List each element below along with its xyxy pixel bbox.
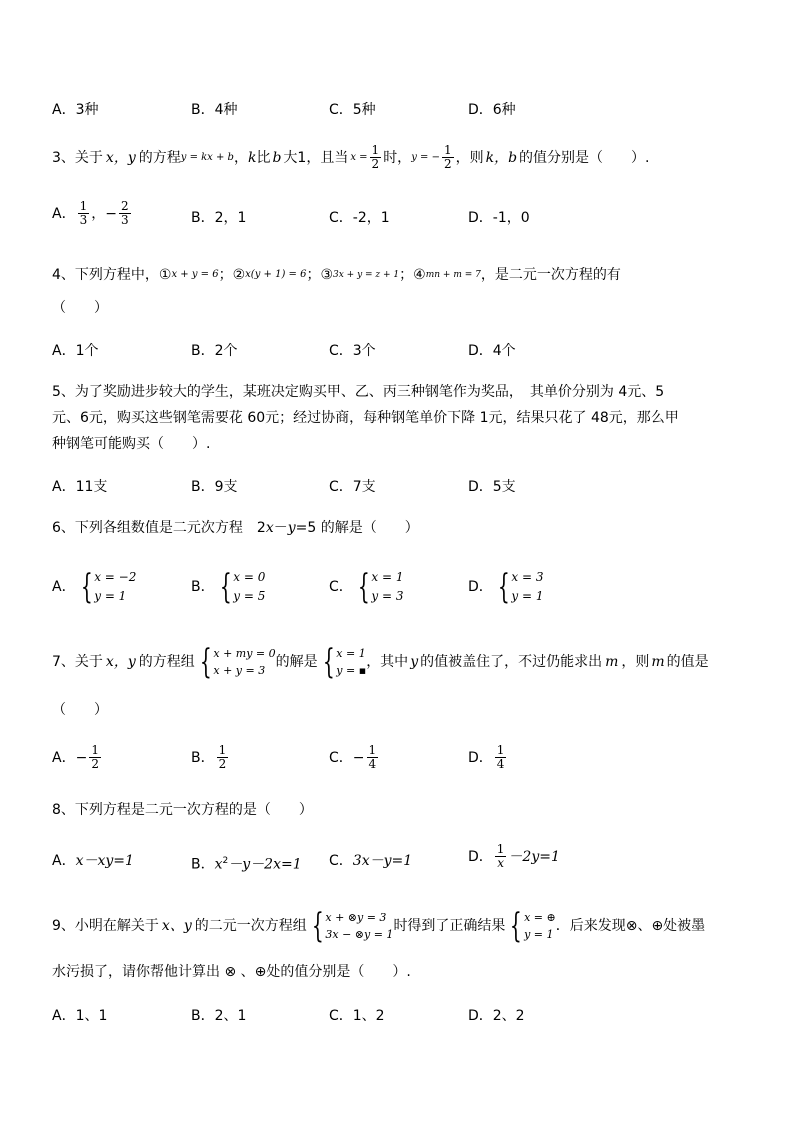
q6-text: 6、下列各组数值是二元次方程 2 (52, 520, 266, 536)
numerator: 1 (496, 743, 505, 757)
option-label: D． (468, 749, 493, 766)
q3-kb: k，b (485, 149, 518, 166)
separator: ，− (91, 205, 117, 222)
q7-stem (52, 642, 709, 682)
numerator: 1 (496, 842, 505, 856)
q6-stem (52, 518, 419, 538)
option-label: C． (329, 579, 353, 595)
q6-d-system (493, 568, 544, 606)
exponent: 2 (222, 856, 229, 866)
fraction (495, 744, 507, 771)
q3-text: 大1，且当 (283, 149, 349, 166)
q7-option-d (468, 744, 508, 771)
q6-y: y (287, 520, 296, 536)
q3-x-eq: x = (350, 151, 368, 163)
option-label: D． (468, 579, 493, 595)
numerator: 2 (120, 199, 129, 213)
q3-a-fraction-2 (119, 200, 131, 227)
denominator: 2 (91, 757, 99, 771)
q6-option-a (52, 568, 136, 606)
q3-option-b: B．2，1 (191, 210, 247, 226)
q3-b: b (272, 149, 282, 166)
denominator: 2 (218, 757, 227, 771)
row: y = 1 (524, 928, 554, 941)
left-brace: { (219, 567, 232, 607)
left-brace: { (199, 642, 212, 682)
row: 3x − ⊗y = 1 (325, 928, 394, 941)
q7-text: 的值被盖住了，不过仍能求出 (420, 654, 603, 670)
q7-text: 的解是 (275, 654, 318, 670)
q8-option-b (191, 851, 302, 875)
q3-text: 的方程 (138, 149, 181, 166)
numerator: 1 (91, 743, 99, 757)
q9-option-c: C．1、2 (329, 1008, 385, 1024)
q7-text: 的方程组 (138, 654, 195, 670)
q2-option-b: B．4种 (191, 102, 238, 118)
q7-text: ，其中 (366, 654, 409, 670)
row: x = 1 (371, 570, 404, 584)
q2-option-d: D．6种 (468, 102, 516, 118)
row: x = −2 (94, 570, 137, 584)
q5-option-c: C．7支 (329, 479, 376, 495)
denominator: 3 (120, 213, 129, 227)
q3-text: 的值分别是（ ）. (519, 149, 650, 166)
q4-option-c: C．3个 (329, 343, 376, 359)
q8-stem: 8、下列方程是二元一次方程的是（ ） (52, 802, 313, 818)
q6-c-system (353, 568, 404, 606)
q6-minus: － (273, 520, 288, 536)
denominator: 2 (443, 157, 452, 171)
q9-line-2: 水污损了，请你帮他计算出 ⊗ 、⊕处的值分别是（ ）. (52, 964, 411, 980)
left-brace: { (357, 567, 370, 607)
numerator: 1 (371, 143, 380, 157)
left-brace: { (80, 567, 93, 607)
q7-solution (318, 642, 367, 682)
option-label: A． (52, 579, 76, 595)
q7-m: m (651, 654, 665, 670)
q6-x: x (265, 520, 274, 536)
left-brace: { (311, 906, 324, 946)
q9-stem (52, 906, 706, 946)
option-label: D． (468, 848, 493, 865)
numerator: 1 (218, 743, 227, 757)
q7-system (195, 642, 276, 682)
q4-eq-2: x(y + 1) = 6 (245, 269, 307, 280)
option-expr: －y－2x=1 (228, 856, 302, 873)
fraction (89, 744, 101, 771)
q6-text: =5 的解是（ ） (295, 520, 419, 536)
q5-line-1: 5、为了奖励进步较大的学生，某班决定购买甲、乙、丙三种钢笔作为奖品， 其单价分别为 4元、5 (52, 384, 665, 400)
q9-text: ．后来发现⊗、⊕处被墨 (555, 918, 706, 934)
q3-neg-half-fraction (442, 144, 454, 171)
q4-sep: ；④ (399, 267, 426, 283)
denominator: 4 (368, 757, 377, 771)
q3-a-fraction-1 (78, 200, 90, 227)
q3-y-eq: y = − (411, 151, 440, 163)
q9-option-d: D．2、2 (468, 1008, 525, 1024)
q4-answer-paren: （ ） (52, 300, 108, 316)
q7-option-b (191, 744, 230, 771)
q3-text: ， (233, 149, 248, 166)
row: x + y = 3 (213, 664, 266, 677)
q2-option-a: A．3种 (52, 102, 99, 118)
q3-stem (52, 144, 650, 171)
option-label: C．− (329, 749, 365, 766)
fraction (367, 744, 379, 771)
q5-line-3: 种钢笔可能购买（ ）. (52, 436, 211, 452)
q9-number: 9、小明在解关于 (52, 918, 159, 934)
option-label: B． (191, 749, 215, 766)
option-expr: －2y=1 (508, 848, 560, 865)
left-brace: { (497, 567, 510, 607)
q4-eq-4: mn + m = 7 (425, 270, 481, 280)
q4-option-d: D．4个 (468, 343, 516, 359)
q9-text: 的二元一次方程组 (194, 918, 307, 934)
q7-y: y (410, 654, 419, 670)
row: x = 3 (511, 570, 544, 584)
q3-text: 比 (256, 149, 271, 166)
q7-option-c (329, 744, 380, 771)
left-brace: { (510, 906, 523, 946)
row: y = ▪ (336, 664, 367, 677)
row: x + my = 0 (213, 647, 276, 660)
q6-b-system (215, 568, 266, 606)
denominator: x (497, 856, 504, 870)
q8-option-c (329, 851, 412, 871)
q2-option-c: C．5种 (329, 102, 376, 118)
q4-sep: ；② (218, 267, 246, 283)
q3-text: ，则 (455, 149, 484, 166)
q4-eq-3: 3x + y = z + 1 (333, 270, 400, 280)
q9-solution (505, 906, 556, 946)
q5-line-2: 元、6元，购买这些钢笔需要花 60元；经过协商，每种钢笔单价下降 1元，结果只花了 48元，那么甲 (52, 410, 679, 426)
row: x = ⊕ (524, 911, 556, 924)
q8-option-a (52, 851, 134, 871)
q3-text: 时， (383, 149, 412, 166)
row: x = 1 (336, 647, 366, 660)
q3-equation: y = kx + b (180, 151, 234, 163)
row: x = 0 (233, 570, 266, 584)
option-label: B． (191, 579, 215, 595)
q3-vars: x，y (105, 149, 136, 166)
option-expr: x－xy=1 (75, 853, 134, 869)
row: y = 3 (371, 589, 404, 603)
q7-number: 7、关于 (52, 654, 103, 670)
q7-answer-paren: （ ） (52, 702, 108, 718)
q4-eq-1: x + y = 6 (171, 269, 219, 280)
q9-option-b: B．2、1 (191, 1008, 247, 1024)
left-brace: { (322, 642, 335, 682)
numerator: 1 (443, 143, 452, 157)
option-label: C． (329, 853, 353, 869)
q4-stem (52, 265, 621, 285)
q7-vars: x，y (105, 654, 136, 670)
q4-text: ，是二元一次方程的有 (480, 267, 621, 283)
fraction (495, 843, 507, 870)
q3-k: k (247, 149, 257, 166)
numerator: 1 (368, 743, 377, 757)
q3-option-a (52, 200, 133, 227)
q9-text: 时得到了正确结果 (393, 918, 506, 934)
option-expr: 3x－y=1 (352, 853, 413, 869)
q4-sep: ；③ (306, 267, 334, 283)
q3-option-d: D．-1，0 (468, 210, 530, 226)
q7-m: m (605, 654, 619, 670)
option-label: A． (52, 205, 76, 222)
denominator: 2 (371, 157, 380, 171)
fraction (217, 744, 229, 771)
q6-option-b (191, 568, 265, 606)
q4-number: 4、下列方程中，① (52, 267, 172, 283)
q9-option-a: A．1、1 (52, 1008, 108, 1024)
q3-half-fraction (370, 144, 382, 171)
q5-option-a: A．11支 (52, 479, 108, 495)
q4-option-b: B．2个 (191, 343, 238, 359)
q5-option-d: D．5支 (468, 479, 516, 495)
q3-number: 3、关于 (52, 149, 103, 166)
denominator: 3 (79, 213, 88, 227)
denominator: 4 (496, 757, 505, 771)
row: y = 5 (233, 589, 266, 603)
q5-option-b: B．9支 (191, 479, 238, 495)
q9-vars: x、y (161, 918, 192, 934)
numerator: 1 (79, 199, 88, 213)
q6-a-system (76, 568, 137, 606)
row: x + ⊗y = 3 (325, 911, 387, 924)
option-label: A．− (52, 749, 88, 766)
q6-option-d (468, 568, 544, 606)
q4-option-a: A．1个 (52, 343, 99, 359)
q3-option-c: C．-2，1 (329, 210, 390, 226)
option-x: x (214, 856, 223, 873)
row: y = 1 (94, 589, 127, 603)
q7-option-a (52, 744, 103, 771)
q7-text: 的值是 (666, 654, 709, 670)
q9-system (307, 906, 394, 946)
option-label: A． (52, 853, 76, 869)
q6-option-c (329, 568, 404, 606)
option-label: B． (191, 856, 215, 873)
q8-option-d (468, 843, 560, 870)
q7-text: ，则 (621, 654, 650, 670)
row: y = 1 (511, 589, 544, 603)
